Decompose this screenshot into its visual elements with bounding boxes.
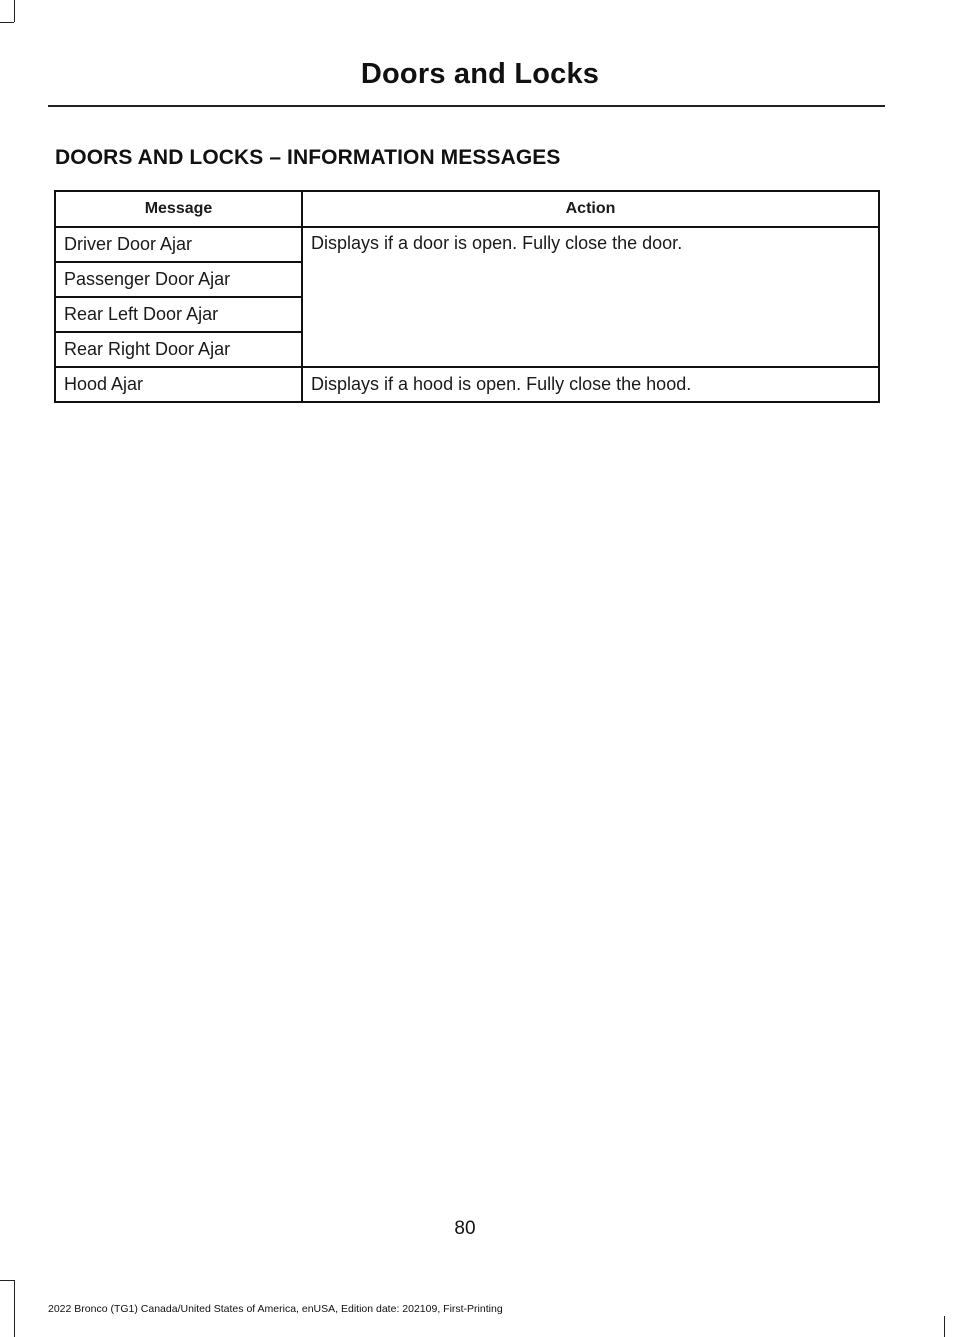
crop-mark [0, 22, 14, 23]
message-cell: Rear Left Door Ajar [55, 297, 302, 332]
message-cell: Passenger Door Ajar [55, 262, 302, 297]
crop-mark [0, 1280, 14, 1281]
column-header-message: Message [55, 191, 302, 227]
header-rule [48, 105, 885, 107]
crop-mark [944, 1316, 945, 1337]
crop-mark [14, 0, 15, 22]
column-header-action: Action [302, 191, 879, 227]
running-title: Doors and Locks [360, 58, 600, 90]
action-cell: Displays if a hood is open. Fully close the hood. [302, 367, 879, 402]
table-row [55, 367, 879, 402]
page-number: 80 [454, 1218, 476, 1239]
section-title: DOORS AND LOCKS – INFORMATION MESSAGES [55, 146, 561, 169]
edition-footer: 2022 Bronco (TG1) Canada/United States of America, enUSA, Edition date: 202109, First-Printing [48, 1303, 503, 1315]
table-header-row [55, 191, 879, 227]
information-messages-table [54, 190, 880, 403]
table-row [55, 227, 879, 262]
message-cell: Hood Ajar [55, 367, 302, 402]
action-cell: Displays if a door is open. Fully close the door. [302, 227, 879, 367]
message-cell: Driver Door Ajar [55, 227, 302, 262]
crop-mark [14, 1280, 15, 1337]
message-cell: Rear Right Door Ajar [55, 332, 302, 367]
